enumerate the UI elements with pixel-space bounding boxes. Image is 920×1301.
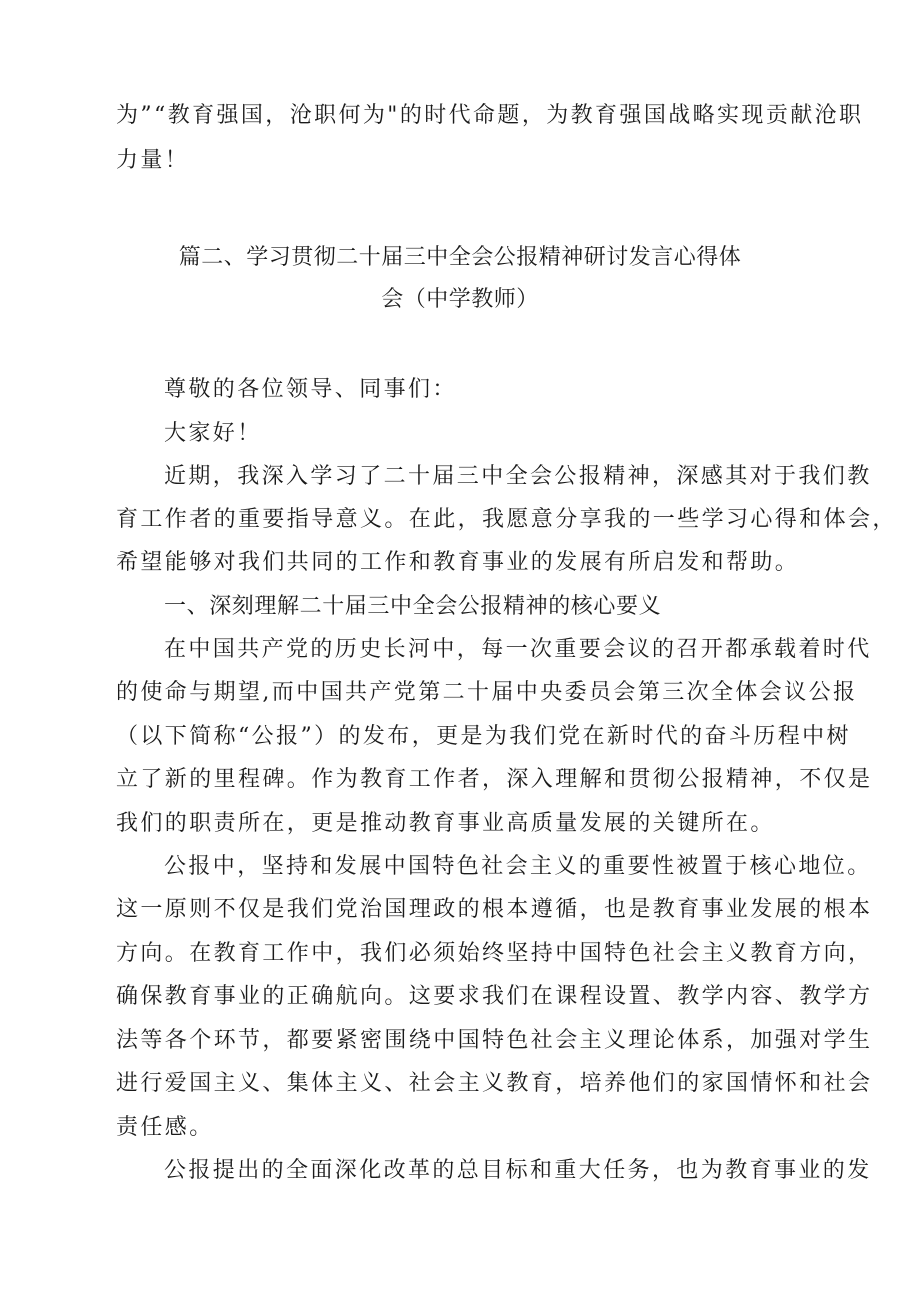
paragraph2-line-7: 责任感。 (116, 1115, 214, 1140)
greeting: 大家好！ (164, 421, 262, 446)
intro-line-3: 希望能够对我们共同的工作和教育事业的发展有所启发和帮助。 (116, 550, 800, 575)
paragraph1-line-5: 我们的职责所在，更是推动教育事业高质量发展的关键所在。 (116, 811, 775, 836)
paragraph2-line-6: 进行爱国主义、集体主义、社会主义教育，培养他们的家国情怀和社会 (116, 1071, 873, 1096)
intro-line-2: 育工作者的重要指导意义。在此，我愿意分享我的一些学习心得和体会， (116, 507, 897, 532)
paragraph2-line-4: 确保教育事业的正确航向。这要求我们在课程设置、教学内容、教学方 (116, 984, 873, 1009)
paragraph1-line-2: 的使命与期望,而中国共产党第二十届中央委员会第三次全体会议公报 (116, 680, 858, 705)
paragraph1-line-3: （以下简称“公报”）的发布，更是为我们党在新时代的奋斗历程中树 (116, 724, 851, 749)
paragraph1-line-1: 在中国共产党的历史长河中，每一次重要会议的召开都承载着时代 (164, 637, 872, 662)
continuation-line-2: 力量！ (116, 148, 190, 173)
intro-line-1: 近期，我深入学习了二十届三中全会公报精神，深感其对于我们教 (164, 464, 872, 489)
paragraph2-line-3: 方向。在教育工作中，我们必须始终坚持中国特色社会主义教育方向， (116, 941, 873, 966)
continuation-line-1: 为”“教育强国，沧职何为"的时代命题，为教育强国战略实现贡献沧职 (116, 103, 864, 128)
paragraph2-line-1: 公报中，坚持和发展中国特色社会主义的重要性被置于核心地位。 (164, 854, 872, 879)
paragraph3-line-1: 公报提出的全面深化改革的总目标和重大任务，也为教育事业的发 (164, 1158, 872, 1183)
section-heading: 一、深刻理解二十届三中全会公报精神的核心要义 (164, 594, 662, 619)
document-title-line-2: 会（中学教师） (381, 287, 539, 312)
paragraph1-line-4: 立了新的里程碑。作为教育工作者，深入理解和贯彻公报精神，不仅是 (116, 767, 873, 792)
paragraph2-line-2: 这一原则不仅是我们党治国理政的根本遵循，也是教育事业发展的根本 (116, 897, 873, 922)
paragraph2-line-5: 法等各个环节，都要紧密围绕中国特色社会主义理论体系，加强对学生 (116, 1028, 873, 1053)
salutation: 尊敬的各位领导、同事们： (164, 377, 457, 402)
document-title-line-1: 篇二、学习贯彻二十届三中全会公报精神研讨发言心得体 (178, 245, 742, 270)
